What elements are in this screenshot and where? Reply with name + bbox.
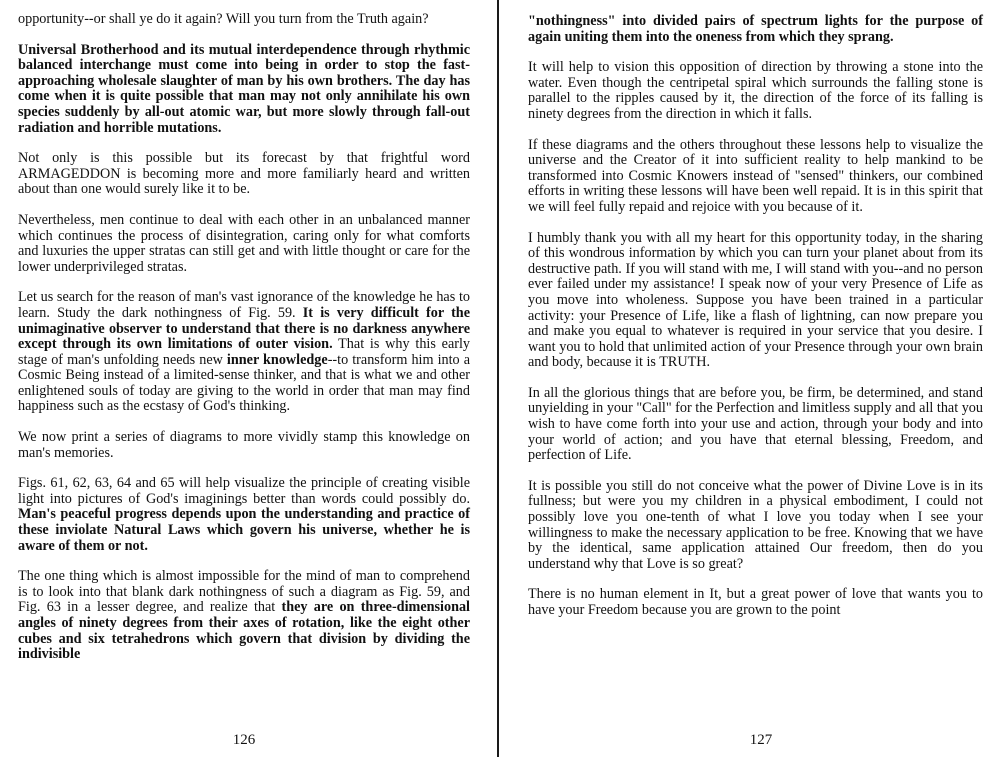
book-spine xyxy=(497,0,499,757)
text-run: Nevertheless, men continue to deal with each other in an unbalanced manner which continues the process of disintegration, caring only for what comforts and luxuries the upper stratas can still get and with little thought or care for the lower underprivileged stratas. xyxy=(18,211,470,275)
paragraph xyxy=(528,60,983,122)
text-run: I humbly thank you with all my heart for this opportunity today, in the sharing of this wondrous information by which you can turn your planet about from its destructive path. If you will stand with me, I will stand with you--and no person ever failed under my assistance! I speak now of your very Presence of Life as you move into wholeness. Suppose you have been trained in a particular activity: your Presence of Life, like a flash of lightning, can now prepare you and make you equal to whatever is required in your service that you desire. I want you to hold that unlimited action of your Presence through your own brain and body, because it is TRUTH. xyxy=(528,229,983,371)
paragraph xyxy=(18,290,470,415)
bold-text-run: Man's peaceful progress depends upon the understanding and practice of these inviolate Natural Laws which govern his universe, whether he is aware of them or not. xyxy=(18,506,470,554)
bold-text-run: inner knowledge xyxy=(226,351,328,368)
bold-text-run: It is very difficult for the unimaginative observer to understand that there is no darkness anywhere except through its own limitations of outer vision. xyxy=(18,304,470,353)
left-page xyxy=(18,0,470,757)
paragraph xyxy=(528,587,983,618)
left-text-column xyxy=(18,12,470,678)
paragraph xyxy=(18,430,470,461)
right-page xyxy=(528,0,983,757)
paragraph xyxy=(18,151,470,198)
text-run: "nothingness" into divided pairs of spectrum lights for the purpose of again uniting them into the oneness from which they sprang. xyxy=(528,13,983,45)
paragraph xyxy=(528,479,983,573)
text-run: Figs. 61, 62, 63, 64 and 65 will help visualize the principle of creating visible light into pictures of God's imaginings better than words could possibly do. xyxy=(18,475,470,507)
text-run: opportunity--or shall ye do it again? Will you turn from the Truth again? xyxy=(18,11,429,27)
paragraph xyxy=(18,569,470,663)
text-run: We now print a series of diagrams to more vividly stamp this knowledge on man's memories. xyxy=(18,429,470,461)
text-run: Universal Brotherhood and its mutual interdependence through rhythmic balanced interchange must come into being in order to stop the fast-approaching wholesale slaughter of man by his own brothers. The day has come when it is quite possible that man may not only annihilate his own species suddenly by all-out atomic war, but more slowly through fall-out radiation and horrible mutations. xyxy=(18,41,470,136)
paragraph xyxy=(528,14,983,45)
page-number: 127 xyxy=(749,732,773,748)
paragraph xyxy=(18,43,470,137)
paragraph xyxy=(528,231,983,371)
text-run: The one thing which is almost impossible for the mind of man to comprehend is to look into that blank dark nothingness of such a diagram as Fig. 59, and Fig. 63 in a lesser degree, and realize that xyxy=(18,568,470,616)
text-run: If these diagrams and the others throughout these lessons help to visualize the universe and the Creator of it into sufficient reality to help mankind to be transformed into Cosmic Knowers instead of "sensed" thinkers, our combined efforts in writing these lessons will have been well repaid. It is in this spirit that we will feel fully repaid and rejoice with you because of it. xyxy=(528,136,983,215)
text-run: Not only is this possible but its forecast by that frightful word ARMAGEDDON is becoming more and more familiarly heard and written about than one would surely like it to be. xyxy=(18,150,470,198)
text-run: In all the glorious things that are before you, be firm, be determined, and stand unyielding in your "Call" for the Perfection and limitless supply and all that you wish to have come forth into your use and action, through your body and into your world of action; and you have that eternal blessing, Freedom, and perfection of Life. xyxy=(528,384,983,464)
paragraph xyxy=(18,213,470,275)
text-run: There is no human element in It, but a great power of love that wants you to have your Freedom because you are grown to the point xyxy=(528,586,983,618)
text-run: It is possible you still do not conceive what the power of Divine Love is in its fullness; but were you my children in a physical embodiment, I could not possibly love you one-tenth of what I love you today when I see your willingness to make the necessary application to be free. Knowing that we have by the identical, same application attained Our freedom, then do you understand why that Love is so great? xyxy=(528,477,983,572)
text-run: That is why this early stage of man's unfolding needs new xyxy=(18,336,471,368)
paragraph xyxy=(528,138,983,216)
text-run: --to transform him into a Cosmic Being instead of a limited-sense thinker, and that is what we and other enlightened souls of today are giving to the world in order that man may find happiness such as the ecstasy of God's thinking. xyxy=(18,351,470,415)
paragraph xyxy=(18,12,470,28)
paragraph xyxy=(528,386,983,464)
page-number: 126 xyxy=(232,732,256,748)
text-run: Let us search for the reason of man's vast ignorance of the knowledge he has to learn. Study the dark nothingness of Fig. 59. xyxy=(18,289,470,321)
paragraph xyxy=(18,476,470,554)
bold-text-run: they are on three-dimensional angles of ninety degrees from their axes of rotation, like the eight other cubes and six tetrahedrons which govern that division by dividing the indivisible xyxy=(18,599,471,663)
right-text-column xyxy=(528,14,983,634)
text-run: It will help to vision this opposition of direction by throwing a stone into the water. Even though the centripetal spiral which surrounds the falling stone is parallel to the ripples caused by it, the direction of the force of its falling is ninety degrees from the direction in which it falls. xyxy=(528,59,983,122)
